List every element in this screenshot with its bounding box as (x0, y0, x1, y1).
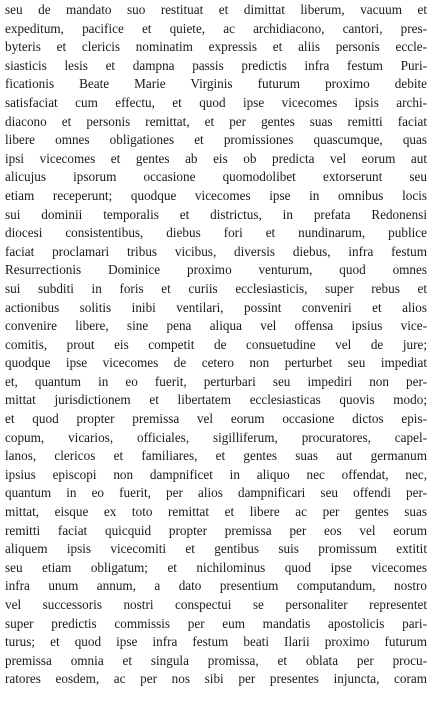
text-line: quantum in eo fuerit, per alios dampnificari seu offendi per- (5, 485, 427, 501)
text-line: remitti faciat quicquid propter premissa per eos vel eorum (5, 522, 427, 538)
text-line: faciat proclamari tribus vicibus, diversis diebus, infra festum (5, 243, 427, 259)
text-line: et quod propter premissa vel eorum occasione dictos epis- (5, 411, 427, 427)
text-line: siasticis lesis et dampna passis predictis infra festum Puri- (5, 57, 427, 73)
text-line: ipsius episcopi non dampnificet in aliquo nec offendat, nec, (5, 466, 427, 482)
text-line: infra unum annum, a dato presentium computandum, nostro (5, 578, 427, 594)
text-line: sui dominii temporalis et districtus, in prefata Redonensi (5, 206, 427, 222)
text-line: actionibus solitis inibi ventilari, possint conveniri et alios (5, 299, 427, 315)
text-line: lanos, clericos et familiares, et gentes suas aut germanum (5, 448, 427, 464)
text-line: turus; et quod ipse infra festum beati Ilarii proximo futurum (5, 634, 427, 650)
text-line: mittat, eisque ex toto remittat et libere ac per gentes suas (5, 504, 427, 520)
text-line: sui subditi in foris et curiis ecclesiasticis, super rebus et (5, 280, 427, 296)
text-line: et, quantum in eo fuerit, perturbari seu impediri non per- (5, 373, 427, 389)
text-line: seu etiam obligatum; et nichilominus quod ipse vicecomes (5, 559, 427, 575)
text-line: ratores eosdem, ac per nos sibi per presentes injuncta, coram (5, 671, 427, 687)
text-line: copum, vicarios, officiales, sigilliferum, procuratores, capel- (5, 429, 427, 445)
text-line: ipsi vicecomes et gentes ab eis ob predicta vel eorum aut (5, 150, 427, 166)
text-line: comitis, prout eis competit de consuetudine vel de jure; (5, 336, 427, 352)
text-line: libere omnes obligationes et promissiones quascumque, quas (5, 132, 427, 148)
text-line: quodque ipse vicecomes de cetero non perturbet seu impediat (5, 355, 427, 371)
text-line: convenire libere, sine pena aliqua vel offensa ipsius vice- (5, 318, 427, 334)
body-text (5, 1, 427, 689)
text-line: mittat jurisdictionem et libertatem ecclesiasticas quovis modo; (5, 392, 427, 408)
text-line: etiam receperunt; quodque vicecomes ipse in omnibus locis (5, 187, 427, 203)
text-line: vel successoris nostri conspectui se personaliter representet (5, 597, 427, 612)
text-line: expeditum, pacifice et quiete, ac archidiacono, cantori, pres- (5, 20, 427, 36)
text-line: aliquem ipsis vicecomiti et gentibus suis promissum extitit (5, 541, 427, 557)
text-line: super predictis commissis per eum mandatis apostolicis pari- (5, 615, 427, 631)
text-line: ficationis Beate Marie Virginis futurum proximo debite (5, 76, 427, 92)
text-line: Resurrectionis Dominice proximo venturum, quod omnes (5, 262, 427, 278)
text-line: diocesi consistentibus, diebus fori et nundinarum, publice (5, 225, 427, 241)
text-line: premissa omnia et singula promissa, et oblata per procu- (5, 652, 427, 668)
text-line: byteris et clericis nominatim expressis et aliis personis eccle- (5, 39, 427, 55)
text-line: diacono et personis remittat, et per gentes suas remitti faciat (5, 113, 427, 129)
text-line: satisfaciat cum effectu, et quod ipse vicecomes ipsis archi- (5, 94, 427, 110)
text-line: alicujus ipsorum occasione quomodolibet extorserunt seu (5, 169, 427, 185)
text-line: seu de mandato suo restituat et dimittat liberum, vacuum et (5, 2, 427, 17)
